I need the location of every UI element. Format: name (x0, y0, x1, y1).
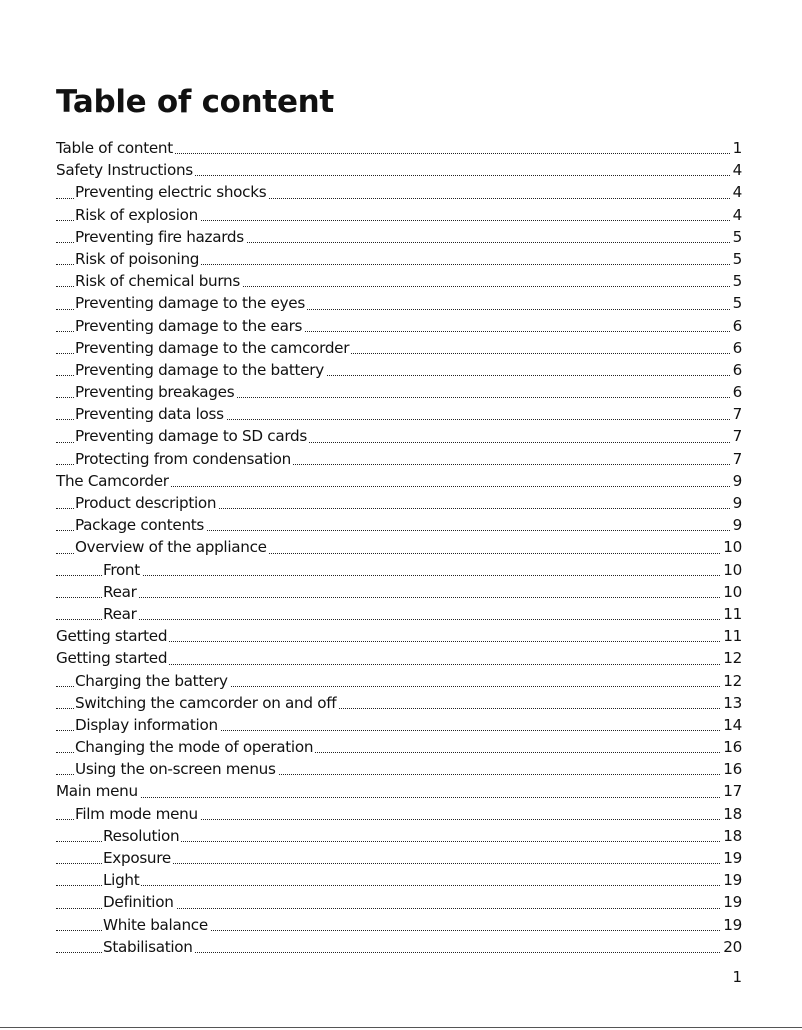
toc-entry-page: 19 (720, 847, 742, 869)
toc-entry-label: Package contents (75, 516, 205, 535)
toc-entry[interactable] (56, 714, 742, 736)
toc-entry-label: Preventing damage to the ears (75, 316, 303, 335)
toc-entry-page: 12 (720, 647, 742, 669)
toc-entry[interactable] (56, 448, 742, 470)
toc-entry-label: Risk of poisoning (75, 249, 200, 268)
toc-entry-page: 6 (730, 359, 742, 381)
toc-entry-page: 5 (730, 270, 742, 292)
toc-entry-label: Preventing electric shocks (75, 183, 267, 202)
toc-entry-label: Getting started (56, 649, 168, 668)
toc-entry-label: Preventing damage to the battery (75, 360, 324, 379)
toc-entry-page: 4 (730, 159, 742, 181)
toc-entry-page: 16 (720, 736, 742, 758)
toc-entry-page: 4 (730, 181, 742, 203)
toc-entry[interactable] (56, 403, 742, 425)
toc-entry[interactable] (56, 625, 742, 647)
toc-entry-label: Preventing fire hazards (75, 227, 244, 246)
toc-entry-page: 19 (720, 869, 742, 891)
toc-entry[interactable] (56, 914, 742, 936)
toc-entry-label: Safety Instructions (56, 161, 193, 180)
toc-entry[interactable] (56, 559, 742, 581)
toc-entry-page: 10 (720, 581, 742, 603)
toc-entry-label: Protecting from condensation (75, 449, 291, 468)
toc-entry[interactable] (56, 292, 742, 314)
dot-leader (56, 597, 742, 598)
toc-entry-label: Preventing damage to the camcorder (75, 338, 350, 357)
toc-entry-page: 14 (720, 714, 742, 736)
toc-entry-page: 7 (730, 448, 742, 470)
toc-entry[interactable] (56, 758, 742, 780)
toc-entry[interactable] (56, 248, 742, 270)
toc-entry-label: Definition (103, 893, 174, 912)
toc-entry-page: 9 (730, 492, 742, 514)
toc-entry[interactable] (56, 470, 742, 492)
toc-entry-page: 4 (730, 204, 742, 226)
toc-entry[interactable] (56, 736, 742, 758)
toc-entry-page: 16 (720, 758, 742, 780)
toc-entry[interactable] (56, 226, 742, 248)
toc-entry-label: Stabilisation (103, 937, 193, 956)
toc-entry-label: Exposure (103, 849, 171, 867)
toc-entry-page: 12 (720, 670, 742, 692)
toc-entry[interactable] (56, 159, 742, 181)
toc-entry[interactable] (56, 337, 742, 359)
toc-entry-label: Preventing data loss (75, 405, 224, 424)
dot-leader (56, 575, 742, 576)
toc-entry-label: Front (103, 560, 140, 579)
toc-entry-label: Resolution (103, 826, 180, 845)
toc-entry-page: 7 (730, 403, 742, 425)
toc-entry[interactable] (56, 936, 742, 958)
dot-leader (56, 797, 742, 798)
toc-entry-label: Main menu (56, 782, 138, 801)
toc-entry-page: 13 (720, 692, 742, 714)
dot-leader (56, 619, 742, 620)
toc-entry-label: Preventing breakages (75, 383, 235, 402)
dot-leader (56, 885, 742, 886)
toc-entry-label: Getting started (56, 627, 168, 646)
toc-entry[interactable] (56, 825, 742, 847)
toc-entry-page: 5 (730, 292, 742, 314)
toc-entry[interactable] (56, 270, 742, 292)
toc-entry-label: Table of content (56, 139, 173, 157)
toc-entry-label: Switching the camcorder on and off (75, 693, 337, 712)
toc-entry-page: 7 (730, 425, 742, 447)
toc-entry-page: 9 (730, 514, 742, 536)
toc-entry[interactable] (56, 536, 742, 558)
toc-entry[interactable] (56, 780, 742, 802)
toc-entry-page: 20 (720, 936, 742, 958)
toc-entry-page: 6 (730, 381, 742, 403)
toc-entry-page: 10 (720, 536, 742, 558)
toc-entry-page: 19 (720, 914, 742, 936)
footer-divider (0, 1027, 802, 1028)
toc-entry-page: 19 (720, 891, 742, 913)
toc-entry-label: Overview of the appliance (75, 538, 267, 557)
table-of-contents (56, 137, 742, 958)
toc-entry-label: Preventing damage to the eyes (75, 294, 305, 313)
toc-entry-page: 11 (720, 603, 742, 625)
toc-entry-page: 1 (730, 137, 742, 159)
toc-entry-label: Using the on-screen menus (75, 760, 276, 779)
toc-entry-label: Risk of explosion (75, 205, 198, 224)
toc-entry-label: Changing the mode of operation (75, 738, 314, 757)
toc-entry[interactable] (56, 803, 742, 825)
toc-entry[interactable] (56, 670, 742, 692)
toc-entry[interactable] (56, 514, 742, 536)
toc-entry-page: 6 (730, 337, 742, 359)
toc-entry-label: Light (103, 871, 140, 890)
toc-entry-label: Rear (103, 604, 137, 623)
toc-entry[interactable] (56, 137, 742, 159)
toc-entry[interactable] (56, 581, 742, 603)
toc-entry-label: Risk of chemical burns (75, 272, 240, 291)
toc-entry-page: 6 (730, 315, 742, 337)
page-title: Table of content (56, 84, 334, 120)
toc-entry-label: Preventing damage to SD cards (75, 427, 307, 446)
toc-entry-page: 11 (720, 625, 742, 647)
toc-entry[interactable] (56, 492, 742, 514)
toc-entry[interactable] (56, 181, 742, 203)
toc-entry-page: 10 (720, 559, 742, 581)
toc-entry-label: Rear (103, 582, 137, 601)
toc-entry[interactable] (56, 647, 742, 669)
toc-entry-page: 5 (730, 248, 742, 270)
toc-entry[interactable] (56, 692, 742, 714)
toc-entry-label: Product description (75, 494, 217, 512)
toc-entry-label: Display information (75, 715, 218, 734)
toc-entry[interactable] (56, 603, 742, 625)
toc-entry-label: Film mode menu (75, 804, 198, 823)
toc-entry-page: 17 (720, 780, 742, 802)
page-number: 1 (732, 968, 742, 986)
toc-entry-label: White balance (103, 915, 208, 934)
toc-entry[interactable] (56, 315, 742, 337)
toc-entry[interactable] (56, 869, 742, 891)
toc-entry[interactable] (56, 381, 742, 403)
toc-entry[interactable] (56, 847, 742, 869)
toc-entry-page: 5 (730, 226, 742, 248)
toc-entry[interactable] (56, 359, 742, 381)
toc-entry-label: Charging the battery (75, 671, 228, 690)
toc-entry[interactable] (56, 204, 742, 226)
toc-entry-page: 18 (720, 803, 742, 825)
toc-entry-page: 9 (730, 470, 742, 492)
toc-entry-page: 18 (720, 825, 742, 847)
toc-entry[interactable] (56, 425, 742, 447)
toc-entry[interactable] (56, 891, 742, 913)
toc-entry-label: The Camcorder (56, 471, 169, 490)
